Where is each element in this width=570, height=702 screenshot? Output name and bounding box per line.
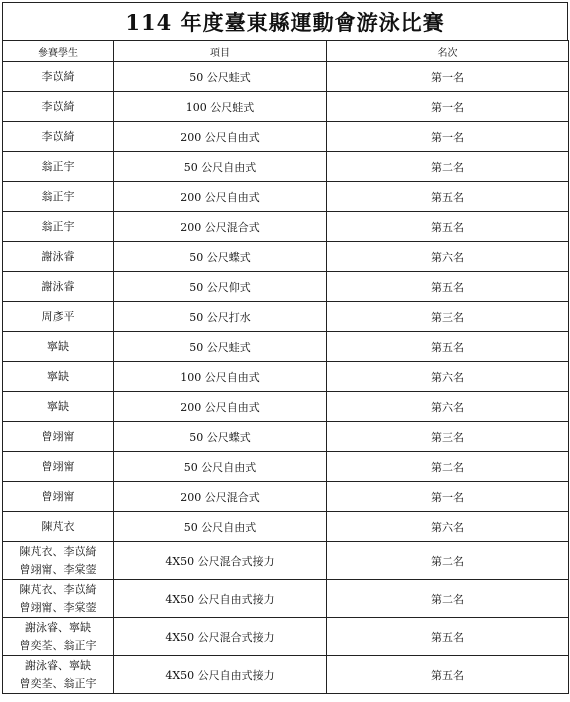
relay-students-cell: [3, 656, 114, 694]
rank-cell: 第一名: [327, 122, 569, 152]
header-event: 項目: [114, 41, 327, 62]
rank-cell: 第五名: [327, 212, 569, 242]
rank-cell: 第五名: [327, 182, 569, 212]
table-row: [3, 92, 569, 122]
event-cell: 50 公尺自由式: [114, 152, 327, 182]
table-row: [3, 272, 569, 302]
student-cell: 翁正宇: [3, 182, 114, 212]
header-student: 參賽學生: [3, 41, 114, 62]
rank-cell: 第五名: [327, 332, 569, 362]
relay-student-line-2: 曾奕荃、翁正宇: [19, 638, 97, 652]
relay-student-line-2: 曾奕荃、翁正宇: [19, 676, 97, 690]
results-sheet: [2, 2, 568, 694]
relay-student-line-2: 曾翊甯、李棠蓥: [19, 562, 97, 576]
rank-cell: 第一名: [327, 62, 569, 92]
relay-students-cell: [3, 542, 114, 580]
event-cell: 50 公尺自由式: [114, 512, 327, 542]
table-row: [3, 512, 569, 542]
table-row: [3, 182, 569, 212]
event-cell: 4X50 公尺混合式接力: [114, 542, 327, 580]
student-cell: 李苡綺: [3, 92, 114, 122]
rank-cell: 第六名: [327, 242, 569, 272]
relay-students-cell: [3, 580, 114, 618]
event-cell: 50 公尺蝶式: [114, 422, 327, 452]
results-body: [3, 62, 569, 694]
relay-row: [3, 542, 569, 580]
table-row: [3, 422, 569, 452]
rank-cell: 第一名: [327, 92, 569, 122]
relay-student-line-1: 謝泳睿、寧缺: [25, 620, 91, 634]
student-cell: 李苡綺: [3, 62, 114, 92]
rank-cell: 第五名: [327, 272, 569, 302]
student-cell: 寧缺: [3, 362, 114, 392]
event-cell: 200 公尺自由式: [114, 182, 327, 212]
rank-cell: 第三名: [327, 422, 569, 452]
page-title: 114 年度臺東縣運動會游泳比賽: [2, 2, 568, 40]
rank-cell: 第六名: [327, 512, 569, 542]
student-cell: 曾翊甯: [3, 452, 114, 482]
event-cell: 200 公尺自由式: [114, 122, 327, 152]
student-cell: 李苡綺: [3, 122, 114, 152]
event-cell: 50 公尺自由式: [114, 452, 327, 482]
student-cell: 翁正宇: [3, 152, 114, 182]
table-row: [3, 452, 569, 482]
table-row: [3, 482, 569, 512]
event-cell: 4X50 公尺混合式接力: [114, 618, 327, 656]
table-row: [3, 212, 569, 242]
event-cell: 200 公尺混合式: [114, 482, 327, 512]
rank-cell: 第六名: [327, 362, 569, 392]
event-cell: 50 公尺蛙式: [114, 332, 327, 362]
table-row: [3, 392, 569, 422]
rank-cell: 第六名: [327, 392, 569, 422]
event-cell: 50 公尺蝶式: [114, 242, 327, 272]
event-cell: 50 公尺仰式: [114, 272, 327, 302]
rank-cell: 第五名: [327, 656, 569, 694]
student-cell: 寧缺: [3, 392, 114, 422]
student-cell: 陳芃衣: [3, 512, 114, 542]
event-cell: 100 公尺自由式: [114, 362, 327, 392]
event-cell: 50 公尺蛙式: [114, 62, 327, 92]
student-cell: 謝泳睿: [3, 242, 114, 272]
table-row: [3, 242, 569, 272]
rank-cell: 第一名: [327, 482, 569, 512]
event-cell: 4X50 公尺自由式接力: [114, 580, 327, 618]
rank-cell: 第五名: [327, 618, 569, 656]
relay-student-line-1: 陳芃衣、李苡綺: [19, 544, 97, 558]
student-cell: 曾翊甯: [3, 422, 114, 452]
event-cell: 50 公尺打水: [114, 302, 327, 332]
student-cell: 周彥平: [3, 302, 114, 332]
relay-row: [3, 656, 569, 694]
table-row: [3, 62, 569, 92]
table-row: [3, 122, 569, 152]
student-cell: 寧缺: [3, 332, 114, 362]
table-row: [3, 302, 569, 332]
rank-cell: 第二名: [327, 542, 569, 580]
table-row: [3, 152, 569, 182]
rank-cell: 第二名: [327, 580, 569, 618]
rank-cell: 第二名: [327, 152, 569, 182]
results-table: [2, 40, 569, 694]
relay-student-line-2: 曾翊甯、李棠蓥: [19, 600, 97, 614]
student-cell: 翁正宇: [3, 212, 114, 242]
event-cell: 200 公尺混合式: [114, 212, 327, 242]
event-cell: 4X50 公尺自由式接力: [114, 656, 327, 694]
relay-students-cell: [3, 618, 114, 656]
relay-row: [3, 618, 569, 656]
relay-student-line-1: 陳芃衣、李苡綺: [19, 582, 97, 596]
table-row: [3, 332, 569, 362]
table-row: [3, 362, 569, 392]
rank-cell: 第二名: [327, 452, 569, 482]
rank-cell: 第三名: [327, 302, 569, 332]
relay-row: [3, 580, 569, 618]
header-rank: 名次: [327, 41, 569, 62]
event-cell: 200 公尺自由式: [114, 392, 327, 422]
relay-student-line-1: 謝泳睿、寧缺: [25, 658, 91, 672]
event-cell: 100 公尺蛙式: [114, 92, 327, 122]
student-cell: 曾翊甯: [3, 482, 114, 512]
student-cell: 謝泳睿: [3, 272, 114, 302]
header-row: [3, 41, 569, 62]
